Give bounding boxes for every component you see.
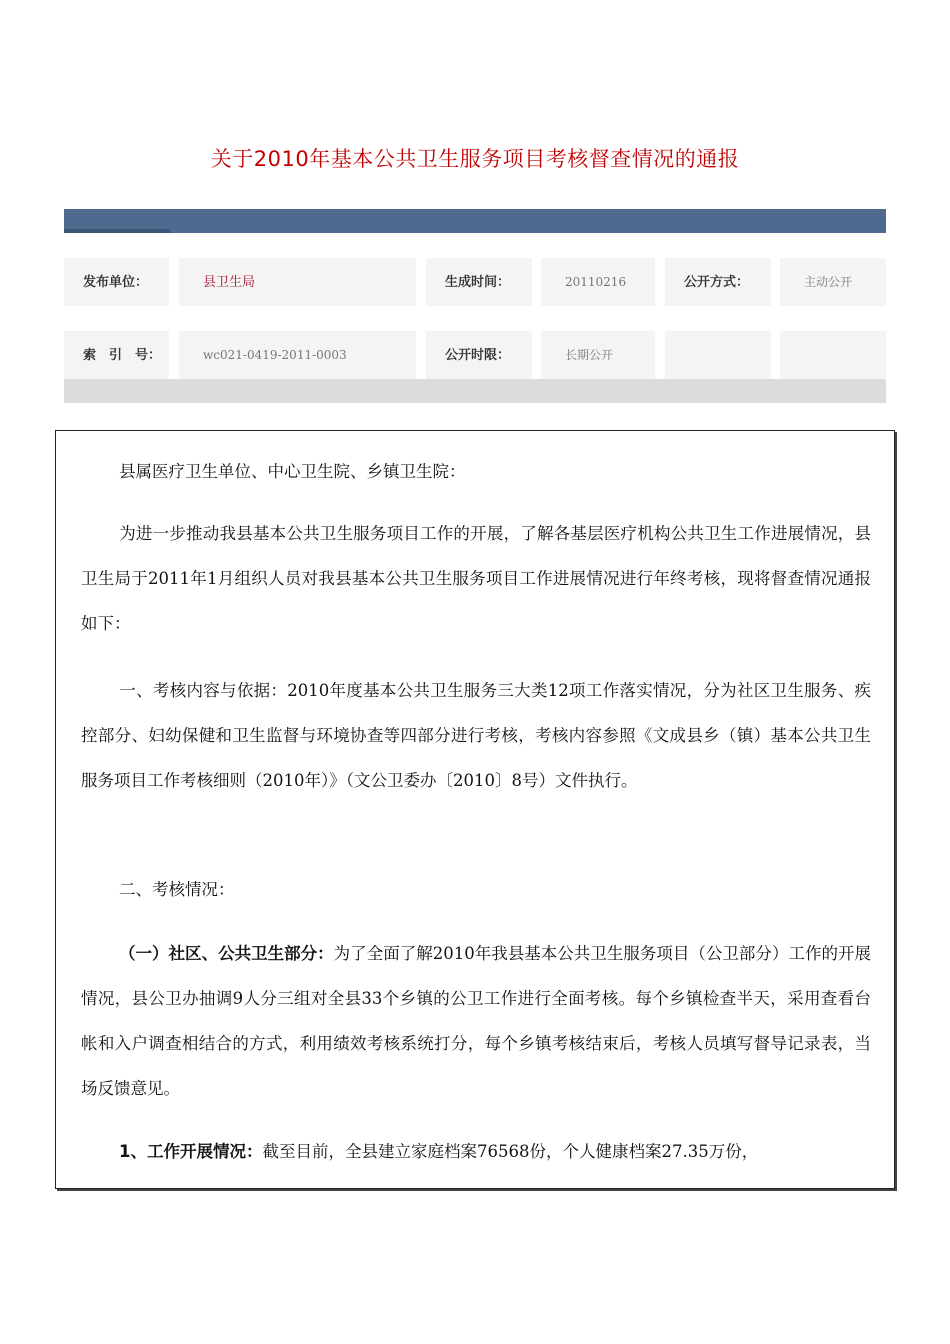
publisher-value: 县卫生局 [203,274,256,290]
empty-cell-2 [780,331,886,379]
disclosure-period-value-cell [541,331,655,379]
disclosure-period-label-cell [426,331,532,379]
sub1-heading: （一）社区、公共卫生部分： [119,944,334,963]
generated-value-cell [541,258,655,306]
header-banner [64,209,886,233]
banner-accent [64,229,170,233]
intro-paragraph [81,511,871,646]
publisher-label: 发布单位： [83,274,149,290]
item1-heading: 1、工作开展情况： [119,1142,263,1161]
meta-footer-bar [64,379,886,403]
generated-value: 20110216 [565,275,627,289]
disclosure-period-value: 长期公开 [565,348,614,362]
item1-text: 截至目前，全县建立家庭档案76568份，个人健康档案27.35万份， [262,1142,759,1161]
generated-label-cell [426,258,532,306]
disclosure-mode-value: 主动公开 [804,275,853,289]
publisher-value-cell [179,258,416,306]
section2-paragraph [81,867,871,912]
sub1-paragraph [81,931,871,1111]
disclosure-mode-value-cell [780,258,886,306]
disclosure-period-label: 公开时限： [445,347,511,363]
disclosure-mode-label: 公开方式： [684,274,750,290]
salutation-text: 县属医疗卫生单位、中心卫生院、乡镇卫生院： [119,462,466,481]
document-body [55,430,895,1189]
index-label: 索 引 号： [83,347,162,363]
index-value-cell [179,331,416,379]
generated-label: 生成时间： [445,274,511,290]
section2-text: 二、考核情况： [119,880,235,899]
intro-text: 为进一步推动我县基本公共卫生服务项目工作的开展，了解各基层医疗机构公共卫生工作进展情况，县卫生局于2011年1月组织人员对我县基本公共卫生服务项目工作进展情况进行年终考核，现将督查情况通报如下： [81,524,871,633]
item1-paragraph [81,1129,871,1174]
publisher-label-cell [64,258,169,306]
sub1-text: 为了全面了解2010年我县基本公共卫生服务项目（公卫部分）工作的开展情况，县公卫办抽调9人分三组对全县33个乡镇的公卫工作进行全面考核。每个乡镇检查半天，采用查看台帐和入户调查相结合的方式，利用绩效考核系统打分，每个乡镇考核结束后，考核人员填写督导记录表，当场反馈意见。 [81,944,872,1098]
salutation-paragraph [81,449,871,494]
index-value: wc021-0419-2011-0003 [203,348,347,362]
page-title: 关于2010年基本公共卫生服务项目考核督查情况的通报 [210,147,740,171]
section1-text: 一、考核内容与依据：2010年度基本公共卫生服务三大类12项工作落实情况，分为社区卫生服务、疾控部分、妇幼保健和卫生监督与环境协查等四部分进行考核，考核内容参照《文成县乡（镇）基本公共卫生服务项目工作考核细则（2010年）》（文公卫委办〔2010〕8号）文件执行。 [81,681,871,790]
section1-paragraph [81,668,871,803]
empty-cell-1 [665,331,771,379]
index-label-cell [64,331,169,379]
disclosure-mode-label-cell [665,258,771,306]
